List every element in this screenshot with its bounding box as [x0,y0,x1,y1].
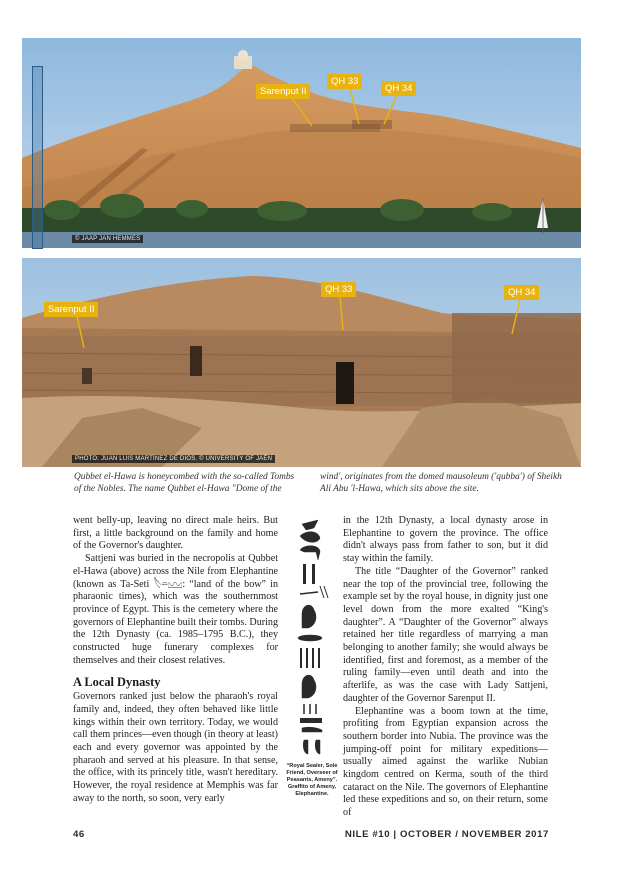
qubbet-el-hawa-hill-image [22,38,581,248]
issue-footer: NILE #10 | OCTOBER / NOVEMBER 2017 [344,829,549,840]
label-sarenput-ii-bottom: Sarenput II [44,302,98,317]
blue-highlight-bar [32,66,43,249]
paragraph: Elephantine was a boom town at the time, profiting from Egyptian expansion across the southern border into Nubia. The province was the jumping-off point for military expeditions—usually aimed against the warlike Nubian kingdom centred on Kerma, south of the third cataract on the Nile. The governors of Elephantine led these expeditions and so, on their return, some of [343,705,548,819]
photo-credit-bottom: PHOTO: JUAN LUIS MARTÍNEZ DE DIOS. © UNIVERSITY OF JAÉN [72,455,275,463]
label-qh-34-bottom: QH 34 [504,285,539,300]
paragraph: Governors ranked just below the pharaoh's royal family and, indeed, they often behaved like little kings within their own territory. Today, we would call them princes—even though (in theory at least) each and every governor was appointed by the pharaoh and served at his pleasure. In that sense, the office, with its princely title, wasn't hereditary. However, the royal residence at Memphis was far away to the north, so soon, very early [73,691,278,804]
photo-caption-right: wind', originates from the domed mausoleum ('qubba') of Sheikh Ali Abu 'l-Hawa, which sits above the site. [320,472,562,494]
paragraph: went belly-up, leaving no direct male heirs. But first, a little background on the family and home of the Governor's daughter. [73,515,278,552]
article-column-right [343,515,548,820]
hieroglyph-column-image [288,516,332,756]
paragraph: The title “Daughter of the Governor” ranked near the top of the provincial tree, following the example set by the royal house, in dignity just one level down from the more exalted “King's daughter”. A “Daughter of the Governor” always retained her title regardless of marrying a man belonging to another family; she would always be identified, first and foremost, as a member of the ruling family—even until death and into the afterlife, as was the case with Lady Sattjeni, daughter of the Governor Sarenput II. [343,565,548,704]
paragraph: in the 12th Dynasty, a local dynasty arose in Elephantine to govern the province. The office didn't always pass from father to son, but it did stay within the family. [343,515,548,565]
section-heading: A Local Dynasty [73,675,161,690]
hillside-photo-top [22,38,581,248]
label-qh-34: QH 34 [381,81,416,96]
article-column-left [73,515,278,805]
label-sarenput-ii: Sarenput II [256,84,310,99]
tombs-of-the-nobles-image [22,258,581,467]
page-number: 46 [73,829,85,840]
label-qh-33-bottom: QH 33 [321,282,356,297]
paragraph: Sattjeni was buried in the necropolis at Qubbet el-Hawa (above) across the Nile from Elephantine (known as Ta-Seti 𓌸𓏏𓈉: “land of the bow” in pharaonic times), which was the southernmost province of Egypt. This is the cemetery where the governors of Elephantine built their tombs. During the 12th Dynasty (ca. 1985–1795 B.C.), they constructed huge funerary complexes for themselves and their closest relatives. [73,553,278,666]
tombs-photo-bottom [22,258,581,467]
hieroglyph-caption: “Royal Sealer, Sole Friend, Overseer of Peasants, Ameny”. Graffito of Ameny, Elephantine. [286,763,338,797]
photo-caption-left: Qubbet el-Hawa is honeycombed with the so-called Tombs of the Nobles. The name Qubbet el-Hawa "Dome of the [74,472,295,494]
label-qh-33: QH 33 [327,74,362,89]
photo-credit-top: © JAAP JAN HEMMES [72,235,143,243]
